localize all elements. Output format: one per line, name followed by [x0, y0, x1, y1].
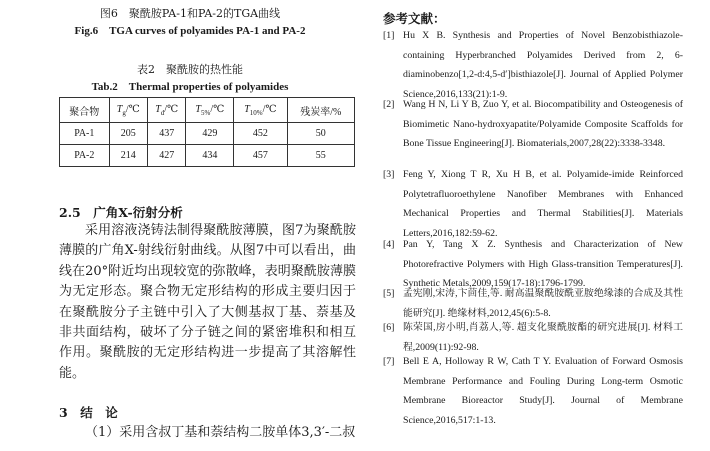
reference-number: [7] — [383, 356, 395, 367]
section-heading-conclusion: 3 结 论 — [59, 405, 118, 420]
paragraph: （1）采用含叔丁基和萘结构二胺单体3,3′-二叔 — [85, 425, 356, 440]
header-t5: $T_{5\%}/℃$ — [186, 98, 234, 123]
reference-number: [5] — [383, 288, 395, 299]
table-caption-en: Tab.2 Thermal properties of polyamides — [91, 81, 289, 93]
table-cell: PA-1 — [60, 123, 110, 145]
reference-text: 孟宪刚,宋涛,卞茴佳,等. 耐高温聚酰胺酰亚胺绝缘漆的合成及其性能研究[J]. 绝缘材料,2012,45(6):5-8. — [403, 288, 683, 319]
table-cell: 55 — [287, 145, 354, 167]
reference-item — [383, 352, 683, 431]
section-body-xrd — [59, 221, 356, 384]
header-t10: $T_{10\%}/℃$ — [234, 98, 287, 123]
table-cell: 214 — [109, 145, 147, 167]
reference-text: Bell E A, Holloway R W, Cath T Y. Evaluation of Forward Osmosis Membrane Performance and Fouling During Long-term Osmotic Membrane Bioreactor Study[J]. Journal of Membrane Science,2016,517:1-13. — [403, 356, 683, 427]
table-row — [60, 145, 355, 167]
thermal-properties-table — [59, 97, 355, 167]
table-cell: 427 — [148, 145, 186, 167]
section-heading-xrd: 2.5 广角X-衍射分析 — [59, 205, 183, 220]
header-char-yield: 残炭率/% — [287, 98, 354, 123]
header-polymer: 聚合物 — [60, 98, 110, 123]
reference-number: [4] — [383, 239, 395, 250]
table-header-row — [60, 98, 355, 123]
paragraph: 采用溶液浇铸法制得聚酰胺薄膜，图7为聚酰胺薄膜的广角X-射线衍射曲线。从图7中可以看出，曲线在20°附近均出现较宽的弥散峰，表明聚酰胺薄膜为无定形态。聚合物无定形结构的形成主要归因于在聚酰胺分子主链中引入了大侧基叔丁基、萘基及非共面结构，破坏了分子链之间的紧密堆积和相互作用。聚酰胺的无定形结构进一步提高了其溶解性能。 — [59, 223, 356, 381]
reference-text: Pan Y, Tang X Z. Synthesis and Characterization of New Photorefractive Polymers with High Glass-transition Temperatures[J]. Synthetic Metals,2009,159(17-18):1796-1799. — [403, 239, 683, 290]
reference-text: Feng Y, Xiong T R, Xu H B, et al. Polyamide-imide Reinforced Polytetrafluoroethylene Nanofiber Membranes with Enhanced Mechanical Properties and Thermal Stabilities[J]. Materials Letters,2016,182:59-62. — [403, 169, 683, 240]
figure-caption-cn: 图6 聚酰胺PA-1和PA-2的TGA曲线 — [99, 7, 281, 20]
table-row — [60, 123, 355, 145]
table-caption-cn: 表2 聚酰胺的热性能 — [137, 63, 243, 76]
reference-text: Hu X B. Synthesis and Properties of Novel Benzobisthiazole-containing Hyperbranched Polyamides Derived from 2, 6-diaminobenzo[1,2-d:4,5-d′]bisthiazole[J]. Journal of Applied Polymer Science,2016,133(21):1-9. — [403, 30, 683, 101]
header-td: $T_d/℃$ — [148, 98, 186, 123]
table-cell: 50 — [287, 123, 354, 145]
table-cell: 457 — [234, 145, 287, 167]
reference-number: [6] — [383, 322, 395, 333]
reference-item — [383, 26, 683, 105]
section-body-conclusion — [59, 423, 356, 443]
reference-number: [1] — [383, 30, 395, 41]
figure-caption-en: Fig.6 TGA curves of polyamides PA-1 and PA-2 — [74, 25, 306, 37]
table-cell: PA-2 — [60, 145, 110, 167]
reference-number: [2] — [383, 99, 395, 110]
table-cell: 452 — [234, 123, 287, 145]
table-cell: 429 — [186, 123, 234, 145]
reference-item — [383, 165, 683, 244]
reference-text: 陈荣国,房小明,肖荔人,等. 超支化聚酰胺酯的研究进展[J]. 材料工程,2009(11):92-98. — [403, 322, 683, 353]
header-tg: $T_g/℃$ — [109, 98, 147, 123]
references-title: 参考文献： — [383, 11, 446, 26]
table-cell: 434 — [186, 145, 234, 167]
table-cell: 205 — [109, 123, 147, 145]
table-cell: 437 — [148, 123, 186, 145]
reference-text: Wang H N, Li Y B, Zuo Y, et al. Biocompatibility and Osteogenesis of Biomimetic Nano-hydroxyapatite/Polyamide Composite Scaffolds for Bone Tissue Engineering[J]. Biomaterials,2007,28(22):3338-3348. — [403, 99, 683, 150]
reference-item — [383, 95, 683, 154]
reference-number: [3] — [383, 169, 395, 180]
